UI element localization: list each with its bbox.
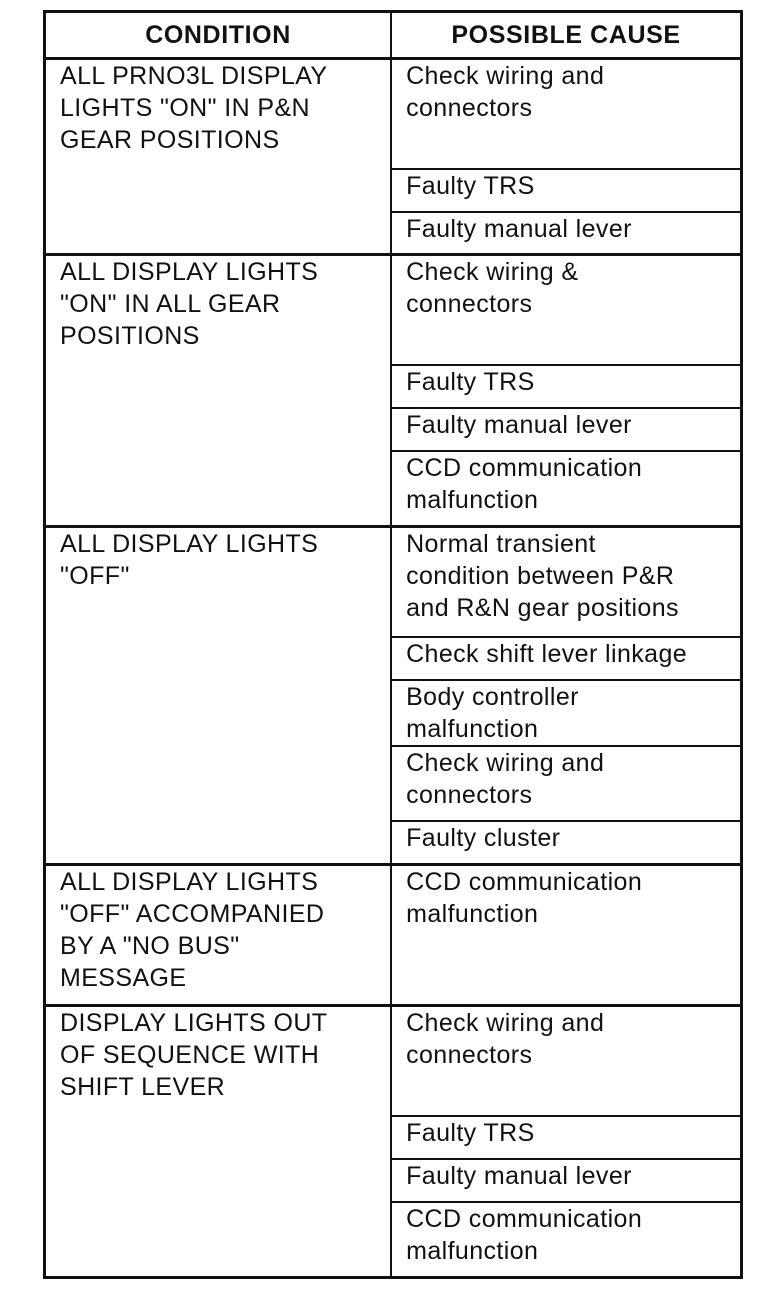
condition-cell [45, 527, 392, 865]
header-condition: CONDITION [45, 12, 392, 59]
text-line: Faulty TRS [406, 368, 535, 396]
possible-cause-cell [391, 212, 741, 255]
text-line: and R&N gear positions [406, 594, 679, 622]
text-line: malfunction [406, 486, 539, 514]
text-line: condition between P&R [406, 562, 675, 590]
text-line: CCD communication [406, 868, 643, 896]
text-line: Faulty manual lever [406, 215, 632, 243]
text-line: Faulty TRS [406, 1119, 535, 1147]
possible-cause-cell [391, 255, 741, 366]
possible-cause-cell [391, 1202, 741, 1278]
header-possible-cause: POSSIBLE CAUSE [391, 12, 741, 59]
text-line: Faulty manual lever [406, 1162, 632, 1190]
text-line: MESSAGE [60, 964, 187, 992]
text-line: Check shift lever linkage [406, 640, 688, 668]
header-row [45, 12, 742, 59]
possible-cause-cell [391, 637, 741, 680]
possible-cause-cell [391, 408, 741, 451]
text-line: BY A "NO BUS" [60, 932, 240, 960]
possible-cause-cell [391, 1159, 741, 1202]
table-row [45, 527, 742, 638]
text-line: CCD communication [406, 1205, 643, 1233]
possible-cause-cell [391, 865, 741, 1006]
possible-cause-cell [391, 1006, 741, 1117]
text-line: connectors [406, 290, 533, 318]
text-line: Faulty TRS [406, 172, 535, 200]
text-line: "OFF" [60, 562, 130, 590]
text-line: Check wiring & [406, 258, 579, 286]
text-line: ALL PRNO3L DISPLAY [60, 62, 328, 90]
text-line: CCD communication [406, 454, 643, 482]
text-line: Check wiring and [406, 62, 605, 90]
possible-cause-cell [391, 821, 741, 865]
text-line: connectors [406, 1041, 533, 1069]
condition-cell [45, 255, 392, 527]
text-line: GEAR POSITIONS [60, 126, 280, 154]
possible-cause-cell [391, 746, 741, 821]
text-line: connectors [406, 781, 533, 809]
possible-cause-cell [391, 365, 741, 408]
text-line: ALL DISPLAY LIGHTS [60, 868, 319, 896]
possible-cause-cell [391, 59, 741, 170]
text-line: Check wiring and [406, 1009, 605, 1037]
text-line: malfunction [406, 715, 539, 743]
text-line: POSITIONS [60, 322, 200, 350]
text-line: Body controller [406, 683, 579, 711]
text-line: malfunction [406, 1237, 539, 1265]
possible-cause-cell [391, 169, 741, 212]
text-line: ALL DISPLAY LIGHTS [60, 258, 319, 286]
table-row [45, 255, 742, 366]
text-line: connectors [406, 94, 533, 122]
text-line: Check wiring and [406, 749, 605, 777]
text-line: ALL DISPLAY LIGHTS [60, 530, 319, 558]
text-line: DISPLAY LIGHTS OUT [60, 1009, 328, 1037]
text-line: Normal transient [406, 530, 596, 558]
possible-cause-cell [391, 1116, 741, 1159]
text-line: LIGHTS "ON" IN P&N [60, 94, 310, 122]
text-line: OF SEQUENCE WITH [60, 1041, 320, 1069]
condition-cell [45, 59, 392, 255]
condition-cell [45, 865, 392, 1006]
text-line: Faulty cluster [406, 824, 561, 852]
possible-cause-cell [391, 527, 741, 638]
text-line: "OFF" ACCOMPANIED [60, 900, 325, 928]
text-line: "ON" IN ALL GEAR [60, 290, 281, 318]
condition-cell [45, 1006, 392, 1278]
table-row [45, 59, 742, 170]
table-row [45, 865, 742, 1006]
diagnosis-table [43, 10, 743, 1279]
table-body [45, 59, 742, 1278]
text-line: SHIFT LEVER [60, 1073, 226, 1101]
possible-cause-cell [391, 680, 741, 746]
table-row [45, 1006, 742, 1117]
possible-cause-cell [391, 451, 741, 527]
text-line: malfunction [406, 900, 539, 928]
text-line: Faulty manual lever [406, 411, 632, 439]
